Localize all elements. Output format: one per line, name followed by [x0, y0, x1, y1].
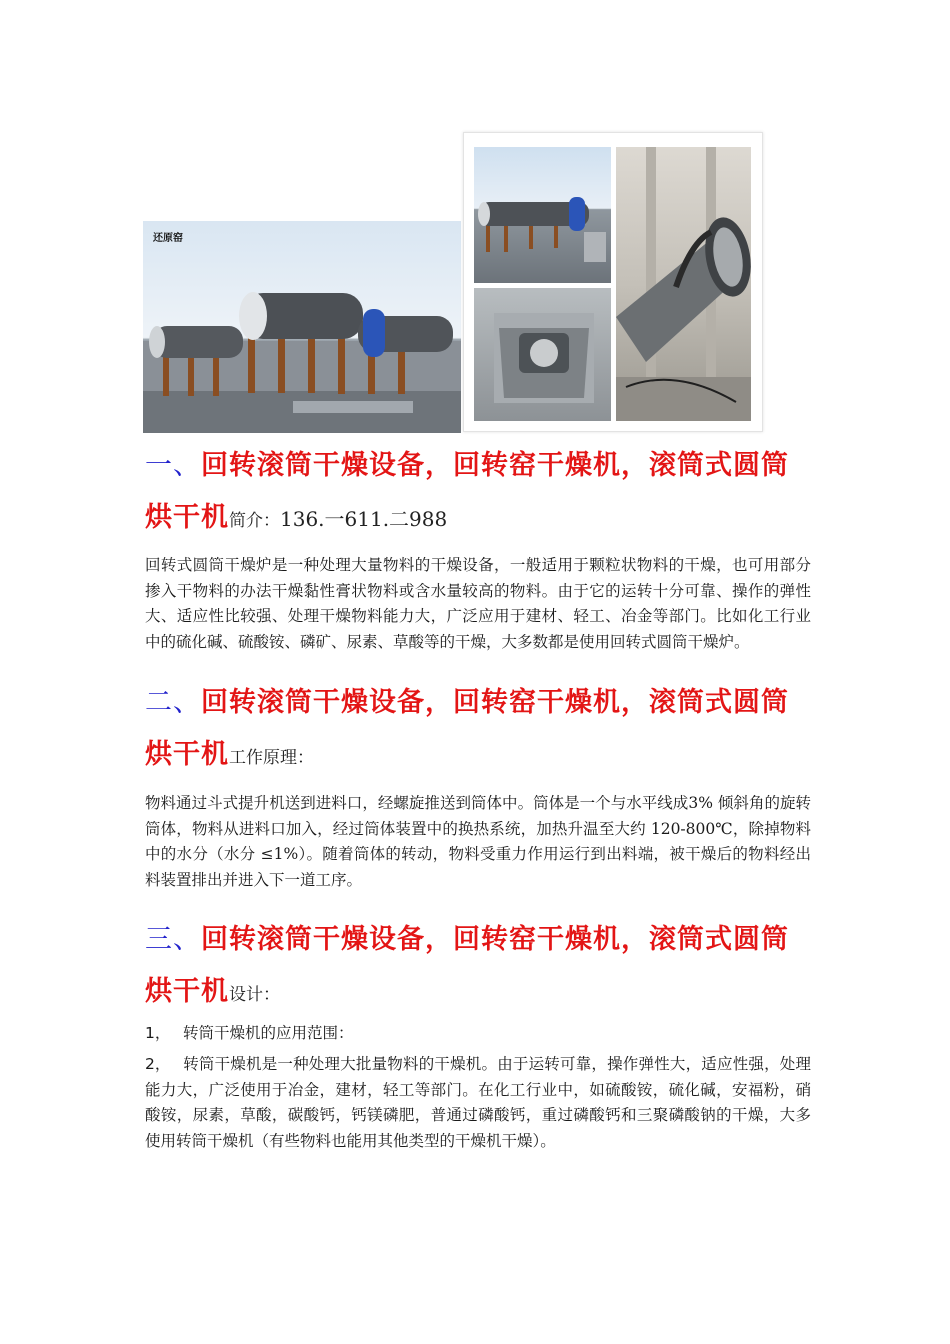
principle-paragraph: 物料通过斗式提升机送到进料口，经螺旋推送到筒体中。筒体是一个与水平线成3% 倾斜角的旋转筒体，物料从进料口加入，经过筒体装置中的换热系统，加热升温至大约 120-800℃，除掉物料中的水分（水分 ≤1%）。随着筒体的转动，物料受重力作用运行到出料端，被干燥后的物料经出料装置排出并进入下一道工序。 — [145, 794, 811, 889]
kiln-yard-photo — [474, 147, 611, 283]
section-2-title-line1: 回转滚筒干燥设备，回转窑干燥机，滚筒式圆筒 — [201, 687, 789, 718]
intro-paragraph: 回转式圆筒干燥炉是一种处理大量物料的干燥设备，一般适用于颗粒状物料的干燥，也可用部分掺入干物料的办法干燥黏性膏状物料或含水量较高的物料。由于它的运转十分可靠、操作的弹性大、适应性比较强、处理干燥物料能力大，广泛应用于建材、轻工、冶金等部门。比如化工行业中的硫化碱、硫酸铵、磷矿、尿素、草酸等的干燥，大多数都是使用回转式圆筒干燥炉。 — [145, 556, 811, 651]
section-3-label: 设计： — [229, 985, 280, 1005]
section-3-title-line2: 烘干机 — [145, 976, 229, 1007]
section-2-number: 二、 — [145, 687, 201, 718]
section-1-title-line1: 回转滚筒干燥设备，回转窑干燥机，滚筒式圆筒 — [201, 450, 789, 481]
section-3-title-line1: 回转滚筒干燥设备，回转窑干燥机，滚筒式圆筒 — [201, 924, 789, 955]
design-item-2 — [145, 1052, 811, 1154]
section-2-label: 工作原理： — [229, 748, 314, 768]
section-3-number: 三、 — [145, 924, 201, 955]
photo-label: 还原窑 — [153, 233, 183, 244]
design-item-1-index: 1， — [145, 1024, 171, 1042]
section-2-title-line2: 烘干机 — [145, 739, 229, 770]
equipment-photo-collage — [463, 132, 763, 432]
design-item-2-index: 2， — [145, 1055, 171, 1073]
contact-number: 136.一611.二988 — [280, 507, 448, 531]
section-1-title-line2: 烘干机 — [145, 502, 229, 533]
section-3-heading — [145, 914, 825, 966]
design-item-1 — [145, 1021, 811, 1047]
drum-end-photo — [474, 288, 611, 421]
section-1-number: 一、 — [145, 450, 201, 481]
kiln-photo — [143, 221, 461, 433]
section-1-heading-line2 — [145, 492, 825, 547]
section-3-heading-line2 — [145, 966, 825, 1021]
section-2-heading — [145, 677, 825, 729]
design-item-1-text: 转筒干燥机的应用范围： — [183, 1024, 354, 1042]
rotary-drum-closeup-photo — [616, 147, 751, 421]
section-1-label: 简介： — [229, 511, 280, 531]
design-item-2-text: 转筒干燥机是一种处理大批量物料的干燥机。由于运转可靠，操作弹性大，适应性强，处理能力大，广泛使用于冶金，建材，轻工等部门。在化工行业中，如硫酸铵，硫化碱，安福粉，硝酸铵，尿素，草酸，碳酸钙，钙镁磷肥，普通过磷酸钙，重过磷酸钙和三聚磷酸钠的干燥，大多使用转筒干燥机（有些物料也能用其他类型的干燥机干燥）。 — [145, 1055, 811, 1150]
section-2-heading-line2 — [145, 729, 825, 784]
section-1-heading — [145, 440, 825, 492]
kiln-photo-drawing — [143, 221, 461, 433]
